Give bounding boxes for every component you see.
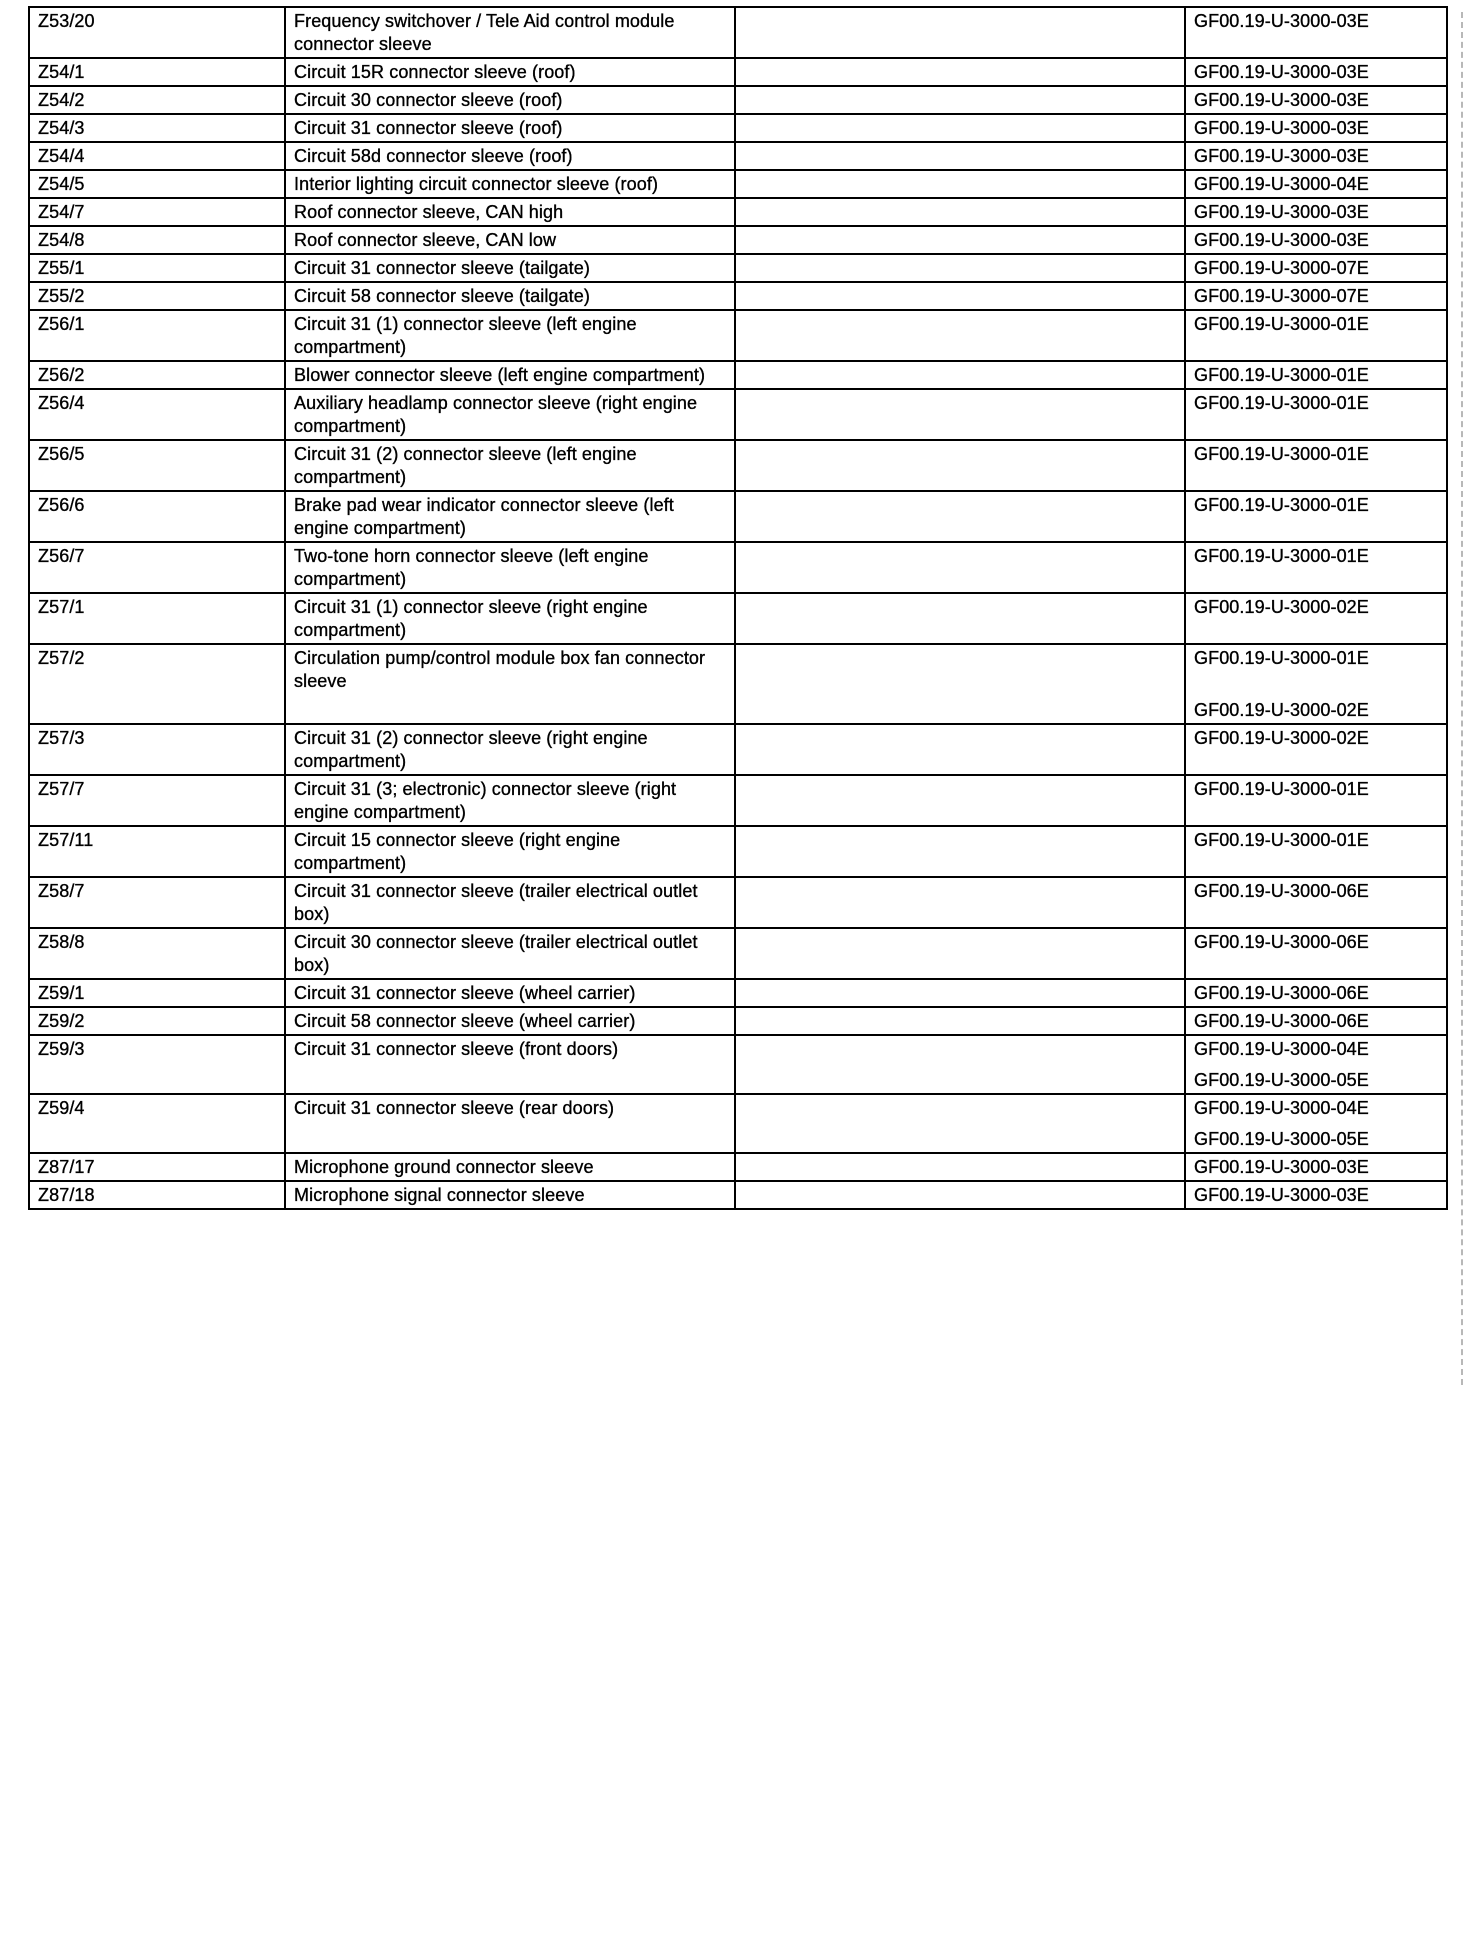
location-cell [735,1153,1185,1181]
document-reference: GF00.19-U-3000-04E [1194,1098,1369,1118]
description-cell: Circuit 31 (2) connector sleeve (right engine compartment) [285,724,735,775]
table-row [29,170,1447,198]
document-reference: GF00.19-U-3000-03E [1194,202,1369,222]
location-cell [735,310,1185,361]
table-row [29,282,1447,310]
component-id-cell: Z55/1 [29,254,285,282]
location-cell [735,491,1185,542]
component-id-cell: Z54/2 [29,86,285,114]
location-cell [735,58,1185,86]
document-reference-cell [1185,1153,1447,1181]
document-reference: GF00.19-U-3000-01E [1194,779,1369,799]
document-reference: GF00.19-U-3000-01E [1194,444,1369,464]
location-cell [735,1035,1185,1094]
document-reference-cell [1185,1007,1447,1035]
table-row [29,724,1447,775]
table-row [29,491,1447,542]
location-cell [735,114,1185,142]
description-cell: Roof connector sleeve, CAN low [285,226,735,254]
connector-sleeve-table [28,6,1448,1210]
document-reference-cell [1185,389,1447,440]
description-cell: Brake pad wear indicator connector sleeve (left engine compartment) [285,491,735,542]
page-margin-edge [1461,12,1463,1385]
description-cell: Circuit 15 connector sleeve (right engine compartment) [285,826,735,877]
description-cell: Roof connector sleeve, CAN high [285,198,735,226]
description-cell: Circulation pump/control module box fan connector sleeve [285,644,735,724]
document-reference-cell [1185,724,1447,775]
document-reference-cell [1185,142,1447,170]
location-cell [735,979,1185,1007]
component-id-cell: Z56/2 [29,361,285,389]
table-row [29,114,1447,142]
document-reference-cell [1185,114,1447,142]
document-reference: GF00.19-U-3000-02E [1194,728,1369,748]
location-cell [735,724,1185,775]
description-cell: Blower connector sleeve (left engine compartment) [285,361,735,389]
description-cell: Circuit 30 connector sleeve (trailer electrical outlet box) [285,928,735,979]
document-reference-cell [1185,979,1447,1007]
document-reference: GF00.19-U-3000-03E [1194,62,1369,82]
document-reference: GF00.19-U-3000-02E [1194,597,1369,617]
location-cell [735,1007,1185,1035]
table-row [29,1181,1447,1209]
document-reference: GF00.19-U-3000-02E [1194,700,1369,720]
document-reference-cell [1185,58,1447,86]
document-reference: GF00.19-U-3000-05E [1194,1129,1369,1149]
component-id-cell: Z57/3 [29,724,285,775]
location-cell [735,928,1185,979]
location-cell [735,1094,1185,1153]
document-reference-cell [1185,226,1447,254]
document-reference: GF00.19-U-3000-01E [1194,648,1369,668]
component-id-cell: Z56/4 [29,389,285,440]
description-cell: Circuit 58d connector sleeve (roof) [285,142,735,170]
component-id-cell: Z56/6 [29,491,285,542]
document-reference-cell [1185,775,1447,826]
description-cell: Circuit 31 (2) connector sleeve (left engine compartment) [285,440,735,491]
component-id-cell: Z58/8 [29,928,285,979]
component-id-cell: Z59/2 [29,1007,285,1035]
table-row [29,826,1447,877]
document-reference-cell [1185,86,1447,114]
document-reference-cell [1185,928,1447,979]
description-cell: Circuit 31 connector sleeve (rear doors) [285,1094,735,1153]
component-id-cell: Z59/3 [29,1035,285,1094]
document-reference: GF00.19-U-3000-01E [1194,830,1369,850]
document-reference-cell [1185,198,1447,226]
table-row [29,593,1447,644]
location-cell [735,440,1185,491]
table-row [29,142,1447,170]
location-cell [735,542,1185,593]
document-reference: GF00.19-U-3000-03E [1194,1157,1369,1177]
description-cell: Frequency switchover / Tele Aid control module connector sleeve [285,7,735,58]
description-cell: Interior lighting circuit connector sleeve (roof) [285,170,735,198]
location-cell [735,775,1185,826]
location-cell [735,226,1185,254]
table-row [29,389,1447,440]
description-cell: Circuit 30 connector sleeve (roof) [285,86,735,114]
description-cell: Circuit 58 connector sleeve (wheel carrier) [285,1007,735,1035]
document-reference-cell [1185,254,1447,282]
document-reference: GF00.19-U-3000-03E [1194,90,1369,110]
location-cell [735,826,1185,877]
description-cell: Circuit 31 connector sleeve (roof) [285,114,735,142]
component-id-cell: Z54/5 [29,170,285,198]
description-cell: Circuit 31 connector sleeve (trailer electrical outlet box) [285,877,735,928]
document-reference: GF00.19-U-3000-03E [1194,118,1369,138]
component-id-cell: Z59/1 [29,979,285,1007]
table-row [29,198,1447,226]
document-reference: GF00.19-U-3000-03E [1194,230,1369,250]
component-id-cell: Z87/17 [29,1153,285,1181]
document-reference: GF00.19-U-3000-01E [1194,495,1369,515]
document-reference: GF00.19-U-3000-01E [1194,365,1369,385]
location-cell [735,170,1185,198]
document-reference: GF00.19-U-3000-03E [1194,1185,1369,1205]
location-cell [735,142,1185,170]
document-reference-cell [1185,310,1447,361]
document-reference: GF00.19-U-3000-01E [1194,314,1369,334]
component-id-cell: Z54/8 [29,226,285,254]
description-cell: Circuit 31 connector sleeve (tailgate) [285,254,735,282]
component-id-cell: Z57/1 [29,593,285,644]
location-cell [735,361,1185,389]
document-reference: GF00.19-U-3000-03E [1194,146,1369,166]
table-row [29,1007,1447,1035]
table-row [29,7,1447,58]
document-reference: GF00.19-U-3000-06E [1194,932,1369,952]
document-reference-cell [1185,440,1447,491]
document-reference: GF00.19-U-3000-04E [1194,1039,1369,1059]
document-reference-cell [1185,542,1447,593]
document-reference-cell [1185,282,1447,310]
component-id-cell: Z58/7 [29,877,285,928]
document-reference: GF00.19-U-3000-01E [1194,546,1369,566]
table-row [29,877,1447,928]
component-id-cell: Z54/1 [29,58,285,86]
location-cell [735,86,1185,114]
document-reference: GF00.19-U-3000-05E [1194,1070,1369,1090]
document-reference-cell [1185,826,1447,877]
document-reference-cell [1185,593,1447,644]
location-cell [735,593,1185,644]
location-cell [735,389,1185,440]
document-reference-cell [1185,7,1447,58]
table-row [29,1094,1447,1153]
location-cell [735,1181,1185,1209]
table-row [29,86,1447,114]
table-row [29,226,1447,254]
document-reference-cell [1185,1035,1447,1094]
table-body [29,7,1447,1209]
description-cell: Microphone ground connector sleeve [285,1153,735,1181]
document-reference: GF00.19-U-3000-07E [1194,286,1369,306]
component-id-cell: Z54/7 [29,198,285,226]
table-row [29,440,1447,491]
document-reference-cell [1185,644,1447,724]
document-reference-cell [1185,170,1447,198]
document-reference: GF00.19-U-3000-03E [1194,11,1369,31]
component-id-cell: Z57/2 [29,644,285,724]
table-row [29,928,1447,979]
table-row [29,1153,1447,1181]
document-reference: GF00.19-U-3000-06E [1194,983,1369,1003]
document-reference: GF00.19-U-3000-06E [1194,1011,1369,1031]
description-cell: Circuit 31 (1) connector sleeve (right engine compartment) [285,593,735,644]
table-row [29,361,1447,389]
document-reference-cell [1185,361,1447,389]
table-row [29,1035,1447,1094]
description-cell: Circuit 31 connector sleeve (wheel carrier) [285,979,735,1007]
description-cell: Circuit 58 connector sleeve (tailgate) [285,282,735,310]
document-reference: GF00.19-U-3000-04E [1194,174,1369,194]
description-cell: Circuit 31 connector sleeve (front doors) [285,1035,735,1094]
table-row [29,254,1447,282]
table-row [29,542,1447,593]
description-cell: Auxiliary headlamp connector sleeve (right engine compartment) [285,389,735,440]
description-cell: Circuit 31 (3; electronic) connector sleeve (right engine compartment) [285,775,735,826]
document-reference: GF00.19-U-3000-07E [1194,258,1369,278]
document-reference-cell [1185,491,1447,542]
document-reference-cell [1185,877,1447,928]
component-id-cell: Z53/20 [29,7,285,58]
location-cell [735,644,1185,724]
document-reference: GF00.19-U-3000-01E [1194,393,1369,413]
component-id-cell: Z57/7 [29,775,285,826]
component-id-cell: Z55/2 [29,282,285,310]
document-reference: GF00.19-U-3000-06E [1194,881,1369,901]
component-id-cell: Z56/1 [29,310,285,361]
component-id-cell: Z59/4 [29,1094,285,1153]
location-cell [735,877,1185,928]
location-cell [735,198,1185,226]
description-cell: Two-tone horn connector sleeve (left engine compartment) [285,542,735,593]
location-cell [735,254,1185,282]
component-id-cell: Z56/7 [29,542,285,593]
component-id-cell: Z57/11 [29,826,285,877]
table-row [29,58,1447,86]
component-id-cell: Z54/4 [29,142,285,170]
table-row [29,644,1447,724]
document-reference-cell [1185,1181,1447,1209]
table-row [29,979,1447,1007]
table-row [29,310,1447,361]
description-cell: Circuit 15R connector sleeve (roof) [285,58,735,86]
component-id-cell: Z56/5 [29,440,285,491]
component-id-cell: Z54/3 [29,114,285,142]
location-cell [735,7,1185,58]
table-row [29,775,1447,826]
description-cell: Microphone signal connector sleeve [285,1181,735,1209]
description-cell: Circuit 31 (1) connector sleeve (left engine compartment) [285,310,735,361]
document-reference-cell [1185,1094,1447,1153]
location-cell [735,282,1185,310]
component-id-cell: Z87/18 [29,1181,285,1209]
